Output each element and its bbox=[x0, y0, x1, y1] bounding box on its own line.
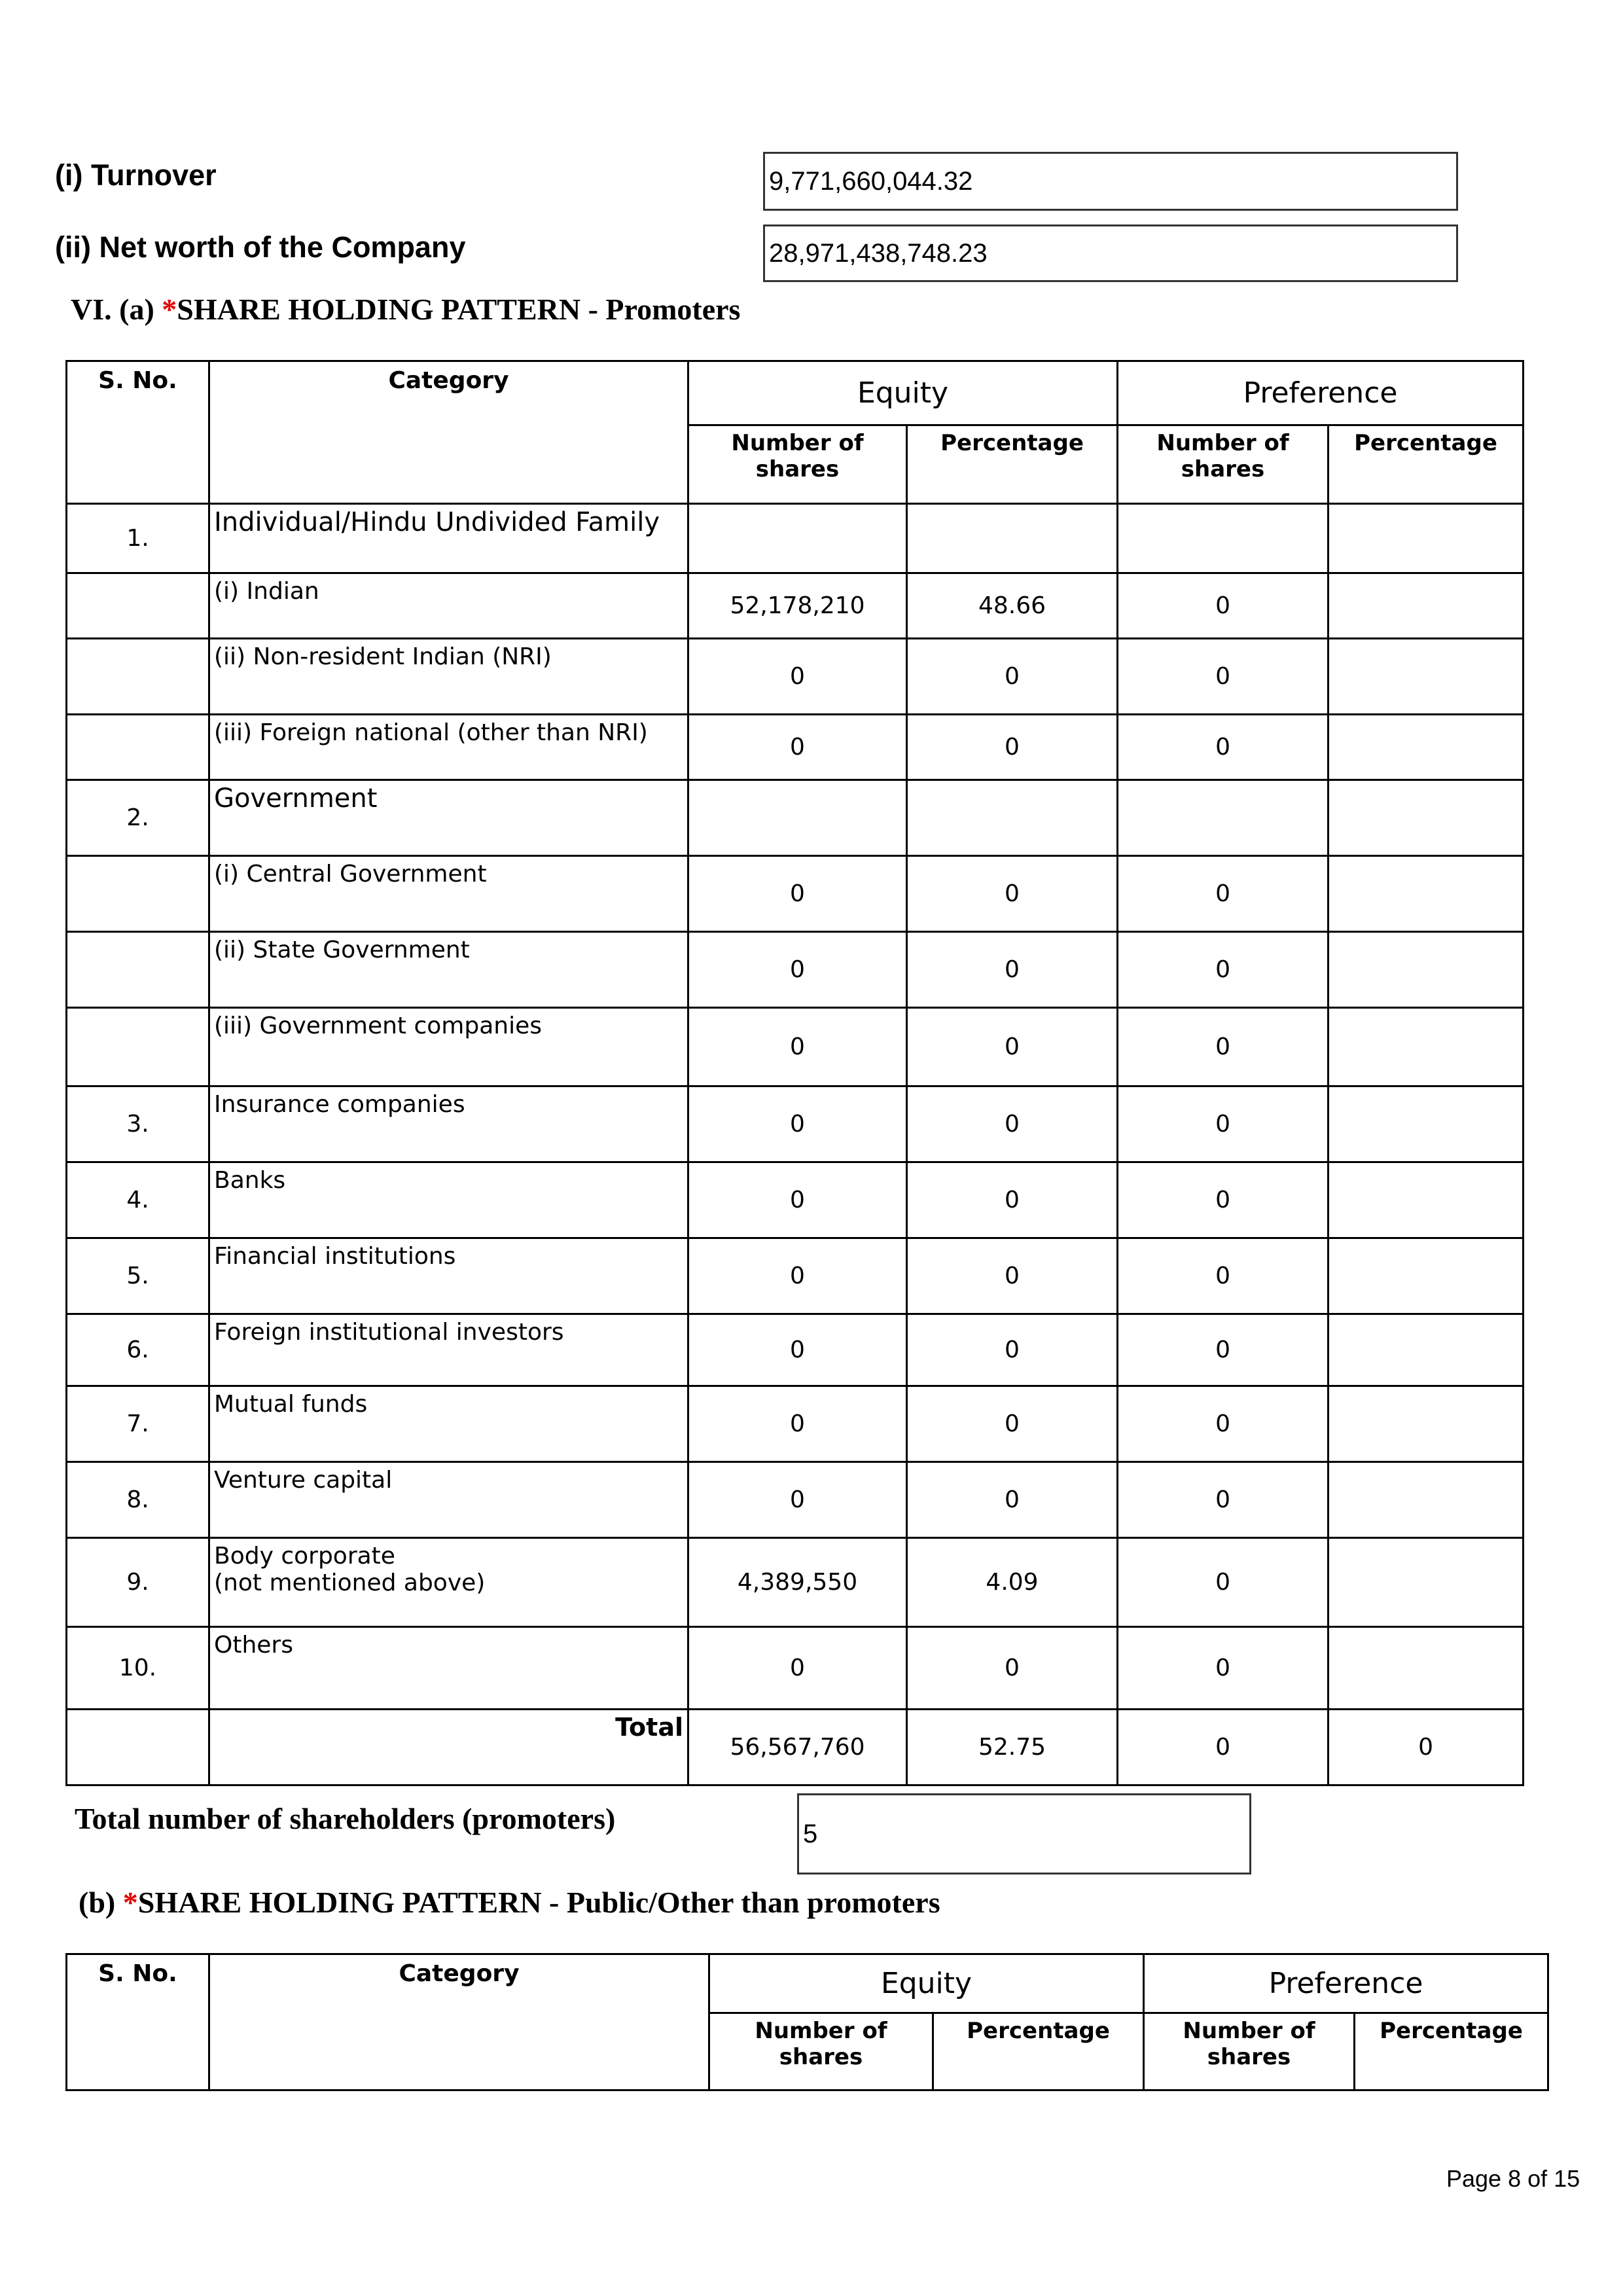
public-header-preference-percentage: Percentage bbox=[1355, 2013, 1548, 2090]
public-header-category: Category bbox=[209, 1954, 709, 2090]
row-category: Individual/Hindu Undivided Family bbox=[209, 504, 688, 573]
public-header-equity-percentage: Percentage bbox=[933, 2013, 1144, 2090]
row-equity-percentage: 0 bbox=[907, 1238, 1118, 1314]
row-equity-percentage: 0 bbox=[907, 932, 1118, 1008]
total-equity-shares: 56,567,760 bbox=[688, 1710, 907, 1785]
row-category: Venture capital bbox=[209, 1462, 688, 1538]
row-category: (i) Indian bbox=[209, 573, 688, 639]
row-sno: 4. bbox=[67, 1162, 209, 1238]
row-equity-shares: 0 bbox=[688, 932, 907, 1008]
row-preference-percentage bbox=[1329, 932, 1524, 1008]
table-row bbox=[67, 1627, 1524, 1710]
header-equity-shares: Number of shares bbox=[688, 425, 907, 504]
row-preference-shares: 0 bbox=[1118, 1462, 1329, 1538]
row-category: Body corporate (not mentioned above) bbox=[209, 1538, 688, 1627]
total-label: Total bbox=[209, 1710, 688, 1785]
table-row bbox=[67, 1008, 1524, 1086]
public-shareholding-table bbox=[65, 1953, 1549, 2091]
row-preference-percentage bbox=[1329, 504, 1524, 573]
table-row bbox=[67, 1462, 1524, 1538]
promoters-shareholding-table bbox=[65, 360, 1524, 1786]
table-row bbox=[67, 504, 1524, 573]
row-preference-percentage bbox=[1329, 1462, 1524, 1538]
row-preference-percentage bbox=[1329, 1538, 1524, 1627]
row-equity-shares: 0 bbox=[688, 639, 907, 715]
row-preference-shares bbox=[1118, 504, 1329, 573]
row-sno: 7. bbox=[67, 1386, 209, 1462]
networth-field[interactable]: 28,971,438,748.23 bbox=[763, 224, 1458, 282]
row-sno bbox=[67, 932, 209, 1008]
row-equity-percentage: 0 bbox=[907, 639, 1118, 715]
row-sno bbox=[67, 715, 209, 780]
row-sno: 6. bbox=[67, 1314, 209, 1386]
row-preference-percentage bbox=[1329, 1162, 1524, 1238]
row-preference-shares: 0 bbox=[1118, 1162, 1329, 1238]
row-preference-shares: 0 bbox=[1118, 932, 1329, 1008]
promoter-count-field[interactable]: 5 bbox=[797, 1793, 1251, 1874]
header-preference-percentage: Percentage bbox=[1329, 425, 1524, 504]
row-equity-shares: 0 bbox=[688, 1238, 907, 1314]
row-equity-shares: 52,178,210 bbox=[688, 573, 907, 639]
row-sno: 2. bbox=[67, 780, 209, 856]
table-row bbox=[67, 1314, 1524, 1386]
header-sno: S. No. bbox=[67, 361, 209, 504]
header-preference: Preference bbox=[1118, 361, 1524, 425]
row-category: Government bbox=[209, 780, 688, 856]
networth-label: (ii) Net worth of the Company bbox=[55, 230, 466, 264]
row-preference-percentage bbox=[1329, 1008, 1524, 1086]
row-equity-shares: 0 bbox=[688, 1386, 907, 1462]
row-category: (i) Central Government bbox=[209, 856, 688, 932]
row-equity-percentage: 48.66 bbox=[907, 573, 1118, 639]
row-equity-percentage: 0 bbox=[907, 856, 1118, 932]
public-header-equity-shares: Number of shares bbox=[709, 2013, 933, 2090]
table-row bbox=[67, 1086, 1524, 1162]
row-preference-shares: 0 bbox=[1118, 1538, 1329, 1627]
row-equity-percentage: 0 bbox=[907, 1627, 1118, 1710]
row-equity-percentage: 0 bbox=[907, 1008, 1118, 1086]
row-equity-shares: 0 bbox=[688, 715, 907, 780]
row-equity-percentage bbox=[907, 504, 1118, 573]
row-preference-percentage bbox=[1329, 856, 1524, 932]
table-row bbox=[67, 1538, 1524, 1627]
row-equity-percentage: 0 bbox=[907, 1162, 1118, 1238]
row-preference-percentage bbox=[1329, 1314, 1524, 1386]
row-preference-percentage bbox=[1329, 639, 1524, 715]
row-category: (ii) Non-resident Indian (NRI) bbox=[209, 639, 688, 715]
row-sno bbox=[67, 573, 209, 639]
row-preference-percentage bbox=[1329, 780, 1524, 856]
row-equity-shares: 0 bbox=[688, 1462, 907, 1538]
row-category: Banks bbox=[209, 1162, 688, 1238]
row-sno bbox=[67, 856, 209, 932]
required-marker: * bbox=[162, 293, 177, 326]
row-equity-percentage: 0 bbox=[907, 1386, 1118, 1462]
row-equity-shares bbox=[688, 780, 907, 856]
row-preference-shares: 0 bbox=[1118, 1238, 1329, 1314]
header-equity: Equity bbox=[688, 361, 1118, 425]
table-row bbox=[67, 780, 1524, 856]
row-preference-shares: 0 bbox=[1118, 715, 1329, 780]
row-preference-shares: 0 bbox=[1118, 1627, 1329, 1710]
row-sno bbox=[67, 639, 209, 715]
row-sno: 8. bbox=[67, 1462, 209, 1538]
row-preference-percentage bbox=[1329, 715, 1524, 780]
row-equity-shares bbox=[688, 504, 907, 573]
total-sno-cell bbox=[67, 1710, 209, 1785]
table-row bbox=[67, 715, 1524, 780]
total-preference-shares: 0 bbox=[1118, 1710, 1329, 1785]
turnover-field[interactable]: 9,771,660,044.32 bbox=[763, 152, 1458, 211]
row-preference-shares: 0 bbox=[1118, 1008, 1329, 1086]
public-header-preference-shares: Number of shares bbox=[1144, 2013, 1355, 2090]
row-sno: 1. bbox=[67, 504, 209, 573]
row-preference-percentage bbox=[1329, 1086, 1524, 1162]
required-marker: * bbox=[122, 1886, 138, 1919]
row-preference-shares: 0 bbox=[1118, 1086, 1329, 1162]
table-row bbox=[67, 639, 1524, 715]
row-category: (iii) Foreign national (other than NRI) bbox=[209, 715, 688, 780]
row-category: Foreign institutional investors bbox=[209, 1314, 688, 1386]
row-preference-shares: 0 bbox=[1118, 639, 1329, 715]
row-equity-shares: 0 bbox=[688, 1008, 907, 1086]
row-sno bbox=[67, 1008, 209, 1086]
section-b-title: (b) *SHARE HOLDING PATTERN - Public/Other than promoters bbox=[79, 1886, 940, 1919]
row-equity-shares: 4,389,550 bbox=[688, 1538, 907, 1627]
table-row bbox=[67, 856, 1524, 932]
public-header-equity: Equity bbox=[709, 1954, 1144, 2013]
row-preference-shares: 0 bbox=[1118, 856, 1329, 932]
row-category: Insurance companies bbox=[209, 1086, 688, 1162]
row-category: Financial institutions bbox=[209, 1238, 688, 1314]
row-category: (ii) State Government bbox=[209, 932, 688, 1008]
page-number: Page 8 of 15 bbox=[1446, 2165, 1580, 2192]
row-equity-shares: 0 bbox=[688, 1627, 907, 1710]
total-row bbox=[67, 1710, 1524, 1785]
row-equity-shares: 0 bbox=[688, 1162, 907, 1238]
row-equity-percentage: 0 bbox=[907, 1314, 1118, 1386]
row-sno: 5. bbox=[67, 1238, 209, 1314]
header-preference-shares: Number of shares bbox=[1118, 425, 1329, 504]
public-header-preference: Preference bbox=[1144, 1954, 1548, 2013]
row-preference-percentage bbox=[1329, 573, 1524, 639]
row-equity-percentage: 0 bbox=[907, 1462, 1118, 1538]
row-preference-shares bbox=[1118, 780, 1329, 856]
row-equity-shares: 0 bbox=[688, 856, 907, 932]
header-category: Category bbox=[209, 361, 688, 504]
table-row bbox=[67, 573, 1524, 639]
row-preference-shares: 0 bbox=[1118, 1314, 1329, 1386]
table-row bbox=[67, 1386, 1524, 1462]
row-sno: 3. bbox=[67, 1086, 209, 1162]
row-equity-percentage bbox=[907, 780, 1118, 856]
table-row bbox=[67, 1238, 1524, 1314]
table-row bbox=[67, 932, 1524, 1008]
public-header-sno: S. No. bbox=[67, 1954, 209, 2090]
row-category: Others bbox=[209, 1627, 688, 1710]
row-preference-percentage bbox=[1329, 1386, 1524, 1462]
row-category: Mutual funds bbox=[209, 1386, 688, 1462]
row-preference-percentage bbox=[1329, 1627, 1524, 1710]
row-sno: 10. bbox=[67, 1627, 209, 1710]
row-equity-percentage: 0 bbox=[907, 1086, 1118, 1162]
turnover-label: (i) Turnover bbox=[55, 158, 217, 192]
row-equity-percentage: 0 bbox=[907, 715, 1118, 780]
row-category: (iii) Government companies bbox=[209, 1008, 688, 1086]
row-equity-shares: 0 bbox=[688, 1086, 907, 1162]
row-equity-percentage: 4.09 bbox=[907, 1538, 1118, 1627]
section-a-title: VI. (a) *SHARE HOLDING PATTERN - Promoters bbox=[71, 293, 741, 326]
table-row bbox=[67, 1162, 1524, 1238]
row-preference-shares: 0 bbox=[1118, 573, 1329, 639]
row-sno: 9. bbox=[67, 1538, 209, 1627]
row-preference-percentage bbox=[1329, 1238, 1524, 1314]
total-preference-percentage: 0 bbox=[1329, 1710, 1524, 1785]
header-equity-percentage: Percentage bbox=[907, 425, 1118, 504]
row-preference-shares: 0 bbox=[1118, 1386, 1329, 1462]
row-equity-shares: 0 bbox=[688, 1314, 907, 1386]
total-equity-percentage: 52.75 bbox=[907, 1710, 1118, 1785]
promoter-count-label: Total number of shareholders (promoters) bbox=[75, 1802, 616, 1835]
